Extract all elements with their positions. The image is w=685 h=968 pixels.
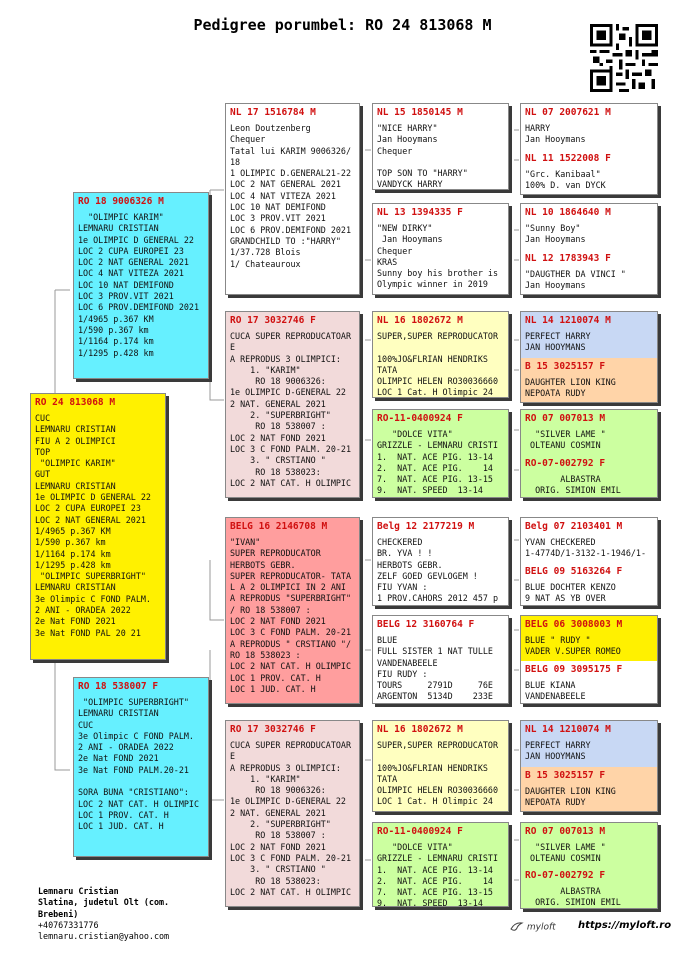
dam-card bbox=[73, 677, 209, 857]
breeder-name: Lemnaru Cristian bbox=[38, 886, 119, 896]
grandsire-dam-details: "IVAN" SUPER REPRODUCATOR HERBOTS GEBR. SUPER REPRODUCATOR- TATA L A 2 OLIMPICI IN 2 ANI A REPRODUS "SUPERBRIGHT" / RO 18 538007 : LOC 2 NAT FOND 2021 LOC 3 C FOND PALM. 20-21 A REPRODUS " CRSTIANO "/ RO 18 538023 : LOC 2 NAT CAT. H OLIMPIC LOC 1 PROV. CAT. H LOC 1 JUD. CAT. H bbox=[230, 537, 352, 694]
gggp-pair-1 bbox=[520, 103, 658, 195]
gggp-10-details: BLUE DOCHTER KENZO 9 NAT AS YB OVER bbox=[525, 582, 616, 604]
granddam-sire-card bbox=[225, 311, 360, 498]
dam-ring-number: RO 18 538007 F bbox=[78, 681, 159, 692]
gggp-16-ring: RO-07-002792 F bbox=[525, 870, 606, 881]
gggp-3-details: "Sunny Boy" Jan Hooymans bbox=[525, 223, 586, 245]
great-grandparent-card-3 bbox=[372, 311, 509, 398]
site-url[interactable]: https://myloft.ro bbox=[578, 920, 672, 931]
gggp-5-ring: NL 14 1210074 M bbox=[525, 315, 611, 326]
great-grandparent-card-8 bbox=[372, 822, 509, 907]
gggp-14-details: DAUGHTER LION KING NEPOATA RUDY bbox=[525, 786, 616, 808]
gggp-13-details: PERFECT HARRY JAN HOOYMANS bbox=[525, 740, 591, 762]
gggp-7-ring: RO 07 007013 M bbox=[525, 413, 606, 424]
dam-details: "OLIMPIC SUPERBRIGHT" LEMNARU CRISTIAN CUC 3e Olimpic C FOND PALM. 2 ANI - ORADEA 2022 2e Nat FOND 2021 3e Nat FOND PALM.20-21 SORA BUNA "CRISTIANO": LOC 2 NAT CAT. H OLIMPIC LOC 1 PROV. CAT. H LOC 1 JUD. CAT. H bbox=[78, 697, 200, 832]
ggp-6-details: BLUE FULL SISTER 1 NAT TULLE VANDENABEELE FIU RUDY : TOURS 2791D 76E ARGENTON 5134D 233E bbox=[377, 635, 493, 702]
gggp-8-details: ALBASTRA ORIG. SIMION EMIL bbox=[535, 474, 621, 496]
gggp-14-ring: B 15 3025157 F bbox=[525, 770, 606, 781]
gggp-6-details: DAUGHTER LION KING NEPOATA RUDY bbox=[525, 377, 616, 399]
gggp-16-details: ALBASTRA ORIG. SIMION EMIL bbox=[535, 886, 621, 908]
grandsire-sire-card bbox=[225, 103, 360, 295]
gggp-4-details: "DAUGTHER DA VINCI " Jan Hooymans bbox=[525, 269, 626, 291]
gggp-7-details: "SILVER LAME " OLTEANU COSMIN bbox=[530, 429, 606, 451]
granddam-sire-ring: RO 17 3032746 F bbox=[230, 315, 316, 326]
gggp-pair-6 bbox=[520, 615, 658, 704]
great-grandparent-card-1 bbox=[372, 103, 509, 190]
gggp-12-details: BLUE KIANA VANDENABEELE bbox=[525, 680, 586, 702]
ggp-4-ring: RO-11-0400924 F bbox=[377, 413, 463, 424]
great-grandparent-card-6 bbox=[372, 615, 509, 704]
gggp-2-details: "Grc. Kanibaal" 100% D. van DYCK bbox=[525, 169, 606, 191]
granddam-dam-ring: RO 17 3032746 F bbox=[230, 724, 316, 735]
gggp-12-ring: BELG 09 3095175 F bbox=[525, 664, 623, 675]
gggp-pair-2 bbox=[520, 203, 658, 295]
logo-text: myloft bbox=[526, 922, 556, 933]
sire-ring-number: RO 18 9006326 M bbox=[78, 196, 164, 207]
gggp-pair-8 bbox=[520, 822, 658, 909]
great-grandparent-card-4 bbox=[372, 409, 509, 498]
gggp-11-ring: BELG 06 3008003 M bbox=[525, 619, 623, 630]
gggp-15-ring: RO 07 007013 M bbox=[525, 826, 606, 837]
gggp-3-ring: NL 10 1864640 M bbox=[525, 207, 611, 218]
grandsire-sire-details: Leon Doutzenberg Chequer Tatal lui KARIM 9006326/ 18 1 OLIMPIC D.GENERAL21-22 LOC 2 NAT GENERAL 2021 LOC 4 NAT VITEZA 2021 LOC 10 NAT DEMIFOND LOC 3 PROV.VIT 2021 LOC 6 PROV.DEMIFOND 2021 GRANDCHILD TO :"HARRY" 1/37.728 Blois 1/ Chateauroux bbox=[230, 123, 352, 269]
great-grandparent-card-7 bbox=[372, 720, 509, 812]
myloft-logo bbox=[510, 920, 556, 934]
page-title: Pedigree porumbel: RO 24 813068 M bbox=[193, 16, 492, 34]
ggp-4-details: "DOLCE VITA" GRIZZLE - LEMNARU CRISTI 1. NAT. ACE PIG. 13-14 2. NAT. ACE PIG. 14 7. NAT. ACE PIG. 13-15 9. NAT. SPEED 13-14 bbox=[377, 429, 499, 496]
main-pigeon-card bbox=[30, 393, 166, 660]
gggp-pair-7 bbox=[520, 720, 658, 812]
ggp-3-details: SUPER,SUPER REPRODUCATOR 100%JO&FLRIAN HENDRIKS TATA OLIMPIC HELEN RO30036660 LOC 1 Cat. H Olimpic 24 bbox=[377, 331, 499, 398]
ggp-2-details: "NEW DIRKY" Jan Hooymans Chequer KRAS Sunny boy his brother is Olympic winner in 2019 bbox=[377, 223, 499, 290]
gggp-6-ring: B 15 3025157 F bbox=[525, 361, 606, 372]
granddam-dam-details: CUCA SUPER REPRODUCATOAR E A REPRODUS 3 OLIMPICI: 1. "KARIM" RO 18 9006326: 1e OLIMPIC D-GENERAL 22 2 NAT. GENERAL 2021 2. "SUPERBRIGHT" RO 18 538007 : LOC 2 NAT FOND 2021 LOC 3 C FOND PALM. 20-21 3. " CRSTIANO " RO 18 538023: LOC 2 NAT CAT. H OLIMPIC bbox=[230, 740, 352, 897]
ggp-1-details: "NICE HARRY" Jan Hooymans Chequer TOP SON TO "HARRY" VANDYCK HARRY bbox=[377, 123, 468, 190]
main-details: CUC LEMNARU CRISTIAN FIU A 2 OLIMPICI TOP "OLIMPIC KARIM" GUT LEMNARU CRISTIAN 1e OLIMPIC D GENERAL 22 LOC 2 CUPA EUROPEI 23 LOC 2 NAT GENERAL 2021 1/4965 p.367 KM 1/590 p.367 km 1/1164 p.174 km 1/1295 p.428 km "OLIMPIC SUPERBRIGHT" LEMNARU CRISTIAN 3e Olimpic C FOND PALM. 2 ANI - ORADEA 2022 2e Nat FOND 2021 3e Nat FOND PAL 20 21 bbox=[35, 413, 151, 638]
ggp-7-details: SUPER,SUPER REPRODUCATOR 100%JO&FLRIAN HENDRIKS TATA OLIMPIC HELEN RO30036660 LOC 1 Cat. H Olimpic 24 bbox=[377, 740, 499, 807]
granddam-sire-details: CUCA SUPER REPRODUCATOAR E A REPRODUS 3 OLIMPICI: 1. "KARIM" RO 18 9006326: 1e OLIMPIC D-GENERAL 22 2 NAT. GENERAL 2021 2. "SUPERBRIGHT" RO 18 538007 : LOC 2 NAT FOND 2021 LOC 3 C FOND PALM. 20-21 3. " CRSTIANO " RO 18 538023: LOC 2 NAT CAT. H OLIMPIC bbox=[230, 331, 352, 488]
gggp-pair-4 bbox=[520, 409, 658, 498]
gggp-9-details: YVAN CHECKERED 1-4774D/1-3132-1-1946/1- bbox=[525, 537, 647, 559]
ggp-7-ring: NL 16 1802672 M bbox=[377, 724, 463, 735]
gggp-11-details: BLUE " RUDY " VADER V.SUPER ROMEO bbox=[525, 635, 621, 657]
great-grandparent-card-5 bbox=[372, 517, 509, 606]
gggp-4-ring: NL 12 1783943 F bbox=[525, 253, 611, 264]
ggp-5-details: CHECKERED BR. YVA ! ! HERBOTS GEBR. ZELF GOED GEVLOGEM ! FIU YVAN : 1 PROV.CAHORS 2012 457 p bbox=[377, 537, 499, 604]
granddam-dam-card bbox=[225, 720, 360, 907]
ggp-8-ring: RO-11-0400924 F bbox=[377, 826, 463, 837]
breeder-address: Slatina, judetul Olt (com. Brebeni) bbox=[38, 897, 170, 919]
gggp-13-ring: NL 14 1210074 M bbox=[525, 724, 611, 735]
breeder-contact bbox=[38, 886, 169, 942]
gggp-8-ring: RO-07-002792 F bbox=[525, 458, 606, 469]
gggp-15-details: "SILVER LAME " OLTEANU COSMIN bbox=[530, 842, 606, 864]
gggp-1-ring: NL 07 2007621 M bbox=[525, 107, 611, 118]
ggp-5-ring: Belg 12 2177219 M bbox=[377, 521, 475, 532]
gggp-pair-3 bbox=[520, 311, 658, 403]
breeder-email[interactable]: lemnaru.cristian@yahoo.com bbox=[38, 931, 170, 942]
gggp-10-ring: BELG 09 5163264 F bbox=[525, 566, 623, 577]
gggp-pair-5 bbox=[520, 517, 658, 606]
great-grandparent-card-2 bbox=[372, 203, 509, 295]
ggp-6-ring: BELG 12 3160764 F bbox=[377, 619, 475, 630]
pigeon-icon bbox=[510, 920, 524, 934]
sire-card bbox=[73, 192, 209, 379]
breeder-phone: +40767331776 bbox=[38, 919, 99, 930]
ggp-1-ring: NL 15 1850145 M bbox=[377, 107, 463, 118]
ggp-8-details: "DOLCE VITA" GRIZZLE - LEMNARU CRISTI 1. NAT. ACE PIG. 13-14 2. NAT. ACE PIG. 14 7. NAT. ACE PIG. 13-15 9. NAT. SPEED 13-14 bbox=[377, 842, 499, 907]
grandsire-dam-card bbox=[225, 517, 360, 704]
grandsire-sire-ring: NL 17 1516784 M bbox=[230, 107, 316, 118]
grandsire-dam-ring: BELG 16 2146708 M bbox=[230, 521, 328, 532]
sire-details: "OLIMPIC KARIM" LEMNARU CRISTIAN 1e OLIMPIC D GENERAL 22 LOC 2 CUPA EUROPEI 23 LOC 2 NAT GENERAL 2021 LOC 4 NAT VITEZA 2021 LOC 10 NAT DEMIFOND LOC 3 PROV.VIT 2021 LOC 6 PROV.DEMIFOND 2021 1/4965 p.367 KM 1/590 p.367 km 1/1164 p.174 km 1/1295 p.428 km bbox=[78, 212, 200, 358]
ggp-3-ring: NL 16 1802672 M bbox=[377, 315, 463, 326]
gggp-5-details: PERFECT HARRY JAN HOOYMANS bbox=[525, 331, 591, 353]
gggp-1-details: HARRY Jan Hooymans bbox=[525, 123, 586, 145]
ggp-2-ring: NL 13 1394335 F bbox=[377, 207, 463, 218]
main-ring-number: RO 24 813068 M bbox=[35, 397, 116, 408]
gggp-9-ring: Belg 07 2103401 M bbox=[525, 521, 623, 532]
gggp-2-ring: NL 11 1522008 F bbox=[525, 153, 611, 164]
